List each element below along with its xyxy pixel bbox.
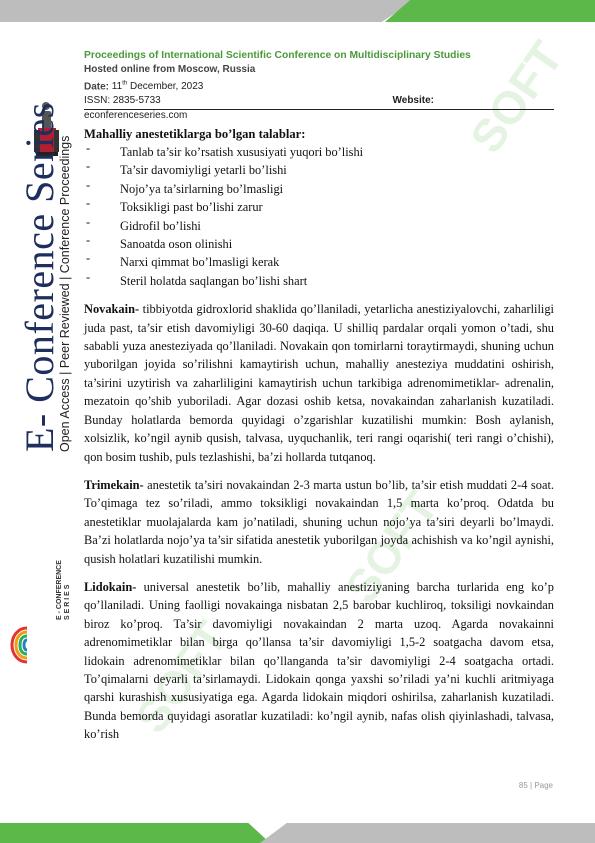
conference-logo-icon	[10, 626, 44, 664]
bottom-decorative-band	[0, 823, 595, 843]
website-label: Website:	[392, 95, 434, 107]
conference-logo-text	[56, 560, 72, 620]
top-decorative-band	[0, 0, 595, 22]
list-item: - Ta’sir davomiyligi yetarli bo’lishi	[84, 161, 554, 179]
term-trimekain: Trimekain-	[84, 477, 144, 492]
logo-text-line-1: E - CONFERENCE	[56, 560, 63, 620]
page-number: 85 | Page	[518, 781, 553, 790]
section-heading: Mahalliy anestetiklarga bo’lgan talablar:	[84, 127, 306, 141]
list-item: - Steril holatda saqlangan bo’lishi shart	[84, 272, 554, 290]
list-item: - Tanlab ta’sir ko’rsatish xususiyati yuqori bo’lishi	[84, 143, 554, 161]
paragraph-trimekain	[84, 476, 554, 568]
watermark: SOFT	[334, 481, 448, 613]
watermark: SOFT	[124, 611, 238, 743]
paragraph-novakain	[84, 300, 554, 466]
issn-website-row	[84, 94, 554, 108]
term-lidokain: Lidokain-	[84, 579, 137, 594]
bottom-gray-stripe	[260, 823, 595, 843]
term-novakain: Novakain-	[84, 302, 140, 317]
logo-text-line-2: S E R I E S	[64, 584, 71, 620]
list-item: - Nojo’ya ta’sirlarning bo’lmasligi	[84, 180, 554, 198]
top-gray-stripe	[0, 0, 415, 22]
series-subtitle-vertical: Open Access | Peer Reviewed | Conference Proceedings	[58, 135, 72, 452]
top-green-stripe	[385, 0, 595, 22]
paragraph-text: universal anestetik bo’lib, mahalliy anestiziyaning barcha turlarida eng ko’p qo’llaniladi. Uning faolligi novakainga nisbatan 2,5 barobar kuchliroq, toksiligi novkaindan biroz ko’proq. Ta’sir davomiyligi novakaindan 2 marta uzoq. Agarda novakainni adrenomimetiklar bilan birga qo’llansa ta’sir davomiyligi 1,5-2 soatgacha davom etsa, lidokain adrenomimetiklar bilan qo’llanganda ta’sir davomiyligi 2-4 soatgacha ortadi. To’qimalarni deyarli ta’sirlamaydi. Lidokain qonga yaxshi so’riladi ya’ni kuchli aritmiyaga qarshi kurashish xususiyatiga ega. Agarda lidokain miqdori oshirilsa, zaharlanish kuzatiladi. Bunda bemorda quyidagi asoratlar kuzatiladi: ko’ngil aynib, nafas olish qiyinlashadi, talvasa, ko’rish	[84, 579, 554, 742]
date-label: Date:	[84, 81, 110, 93]
date-line	[84, 77, 554, 94]
article-body	[84, 125, 554, 744]
date-value: 11th December, 2023	[111, 81, 204, 93]
bottom-green-stripe	[0, 823, 270, 843]
hosted-line: Hosted online from Moscow, Russia	[84, 64, 256, 75]
paragraph-text: anestetik ta’siri novakaindan 2-3 marta ustun bo’lib, ta’sir etish muddati 2-4 soat. To’qimaga tez so’riladi, ammo toksikligi novakaindan 1,5 marta ko’proq. Odatda bu anestetiklar muolajalarda kam jo’natiladi, shuning uchun nojo’ya ta’siri deyarli bo’lmaydi. Ba’zi holatlarda nojo’ya ta’sir sifatida anestetik yuborilgan joyda achishish va ko’ngil aynishi, qusish holatlari kuzatilishi mumkin.	[84, 477, 554, 566]
requirements-list	[84, 143, 554, 290]
list-item: - Toksikligi past bo’lishi zarur	[84, 198, 554, 216]
paragraph-text: tibbiyotda gidroxlorid shaklida qo’llaniladi, yetarlicha anestiziyalovchi, zaharliligi juda past, ta’sir etish davomiyligi 30-60 daqiqa. U shilliq pardalar orqali yomon o’tadi, shu sababli yuza anesteziyada qo’llaniladi. Novakain qon tomirlarni toraytirmaydi, shuning uchun yuborilgan joyida so’rilishni kamaytirish uchun, mahalliy anesteziya muddatini oshirish, ta’sirini uzytirish va zaharliligini kamaytirish uchun tarkibiga adrenomimetiklar- adrenalin, mezatoin qo’shib yuboriladi. Agar dozasi oshib ketsa, novakaindan zaharlanish kuzatiladi. Bunday holatlarda bemorda quyidagi o’zgarishlar kuzatilishi mumkin: Bosh aylanish, xolsizlik, ko’ngil aynib qusish, talvasa, uyquchanlik, teri rangi oqarishi( teri rangi o’chishi), qon bosim tushib, puls tezlashishi, ba’zi hollarda tutqanoq.	[84, 302, 554, 464]
website-link[interactable]: econferenceseries.com	[84, 110, 188, 122]
watermark: SOFT	[459, 31, 573, 163]
series-title-vertical: E- Conference Series	[17, 102, 62, 452]
list-item: - Gidrofil bo’lishi	[84, 217, 554, 235]
page-header	[84, 50, 554, 122]
list-item: - Sanoatda oson olinishi	[84, 235, 554, 253]
journal-title: Proceedings of International Scientific Conference on Multidisciplinary Studies	[84, 50, 471, 61]
list-item: - Narxi qimmat bo’lmasligi kerak	[84, 253, 554, 271]
issn-label: ISSN: 2835-5733	[84, 95, 161, 107]
paragraph-lidokain	[84, 578, 554, 744]
